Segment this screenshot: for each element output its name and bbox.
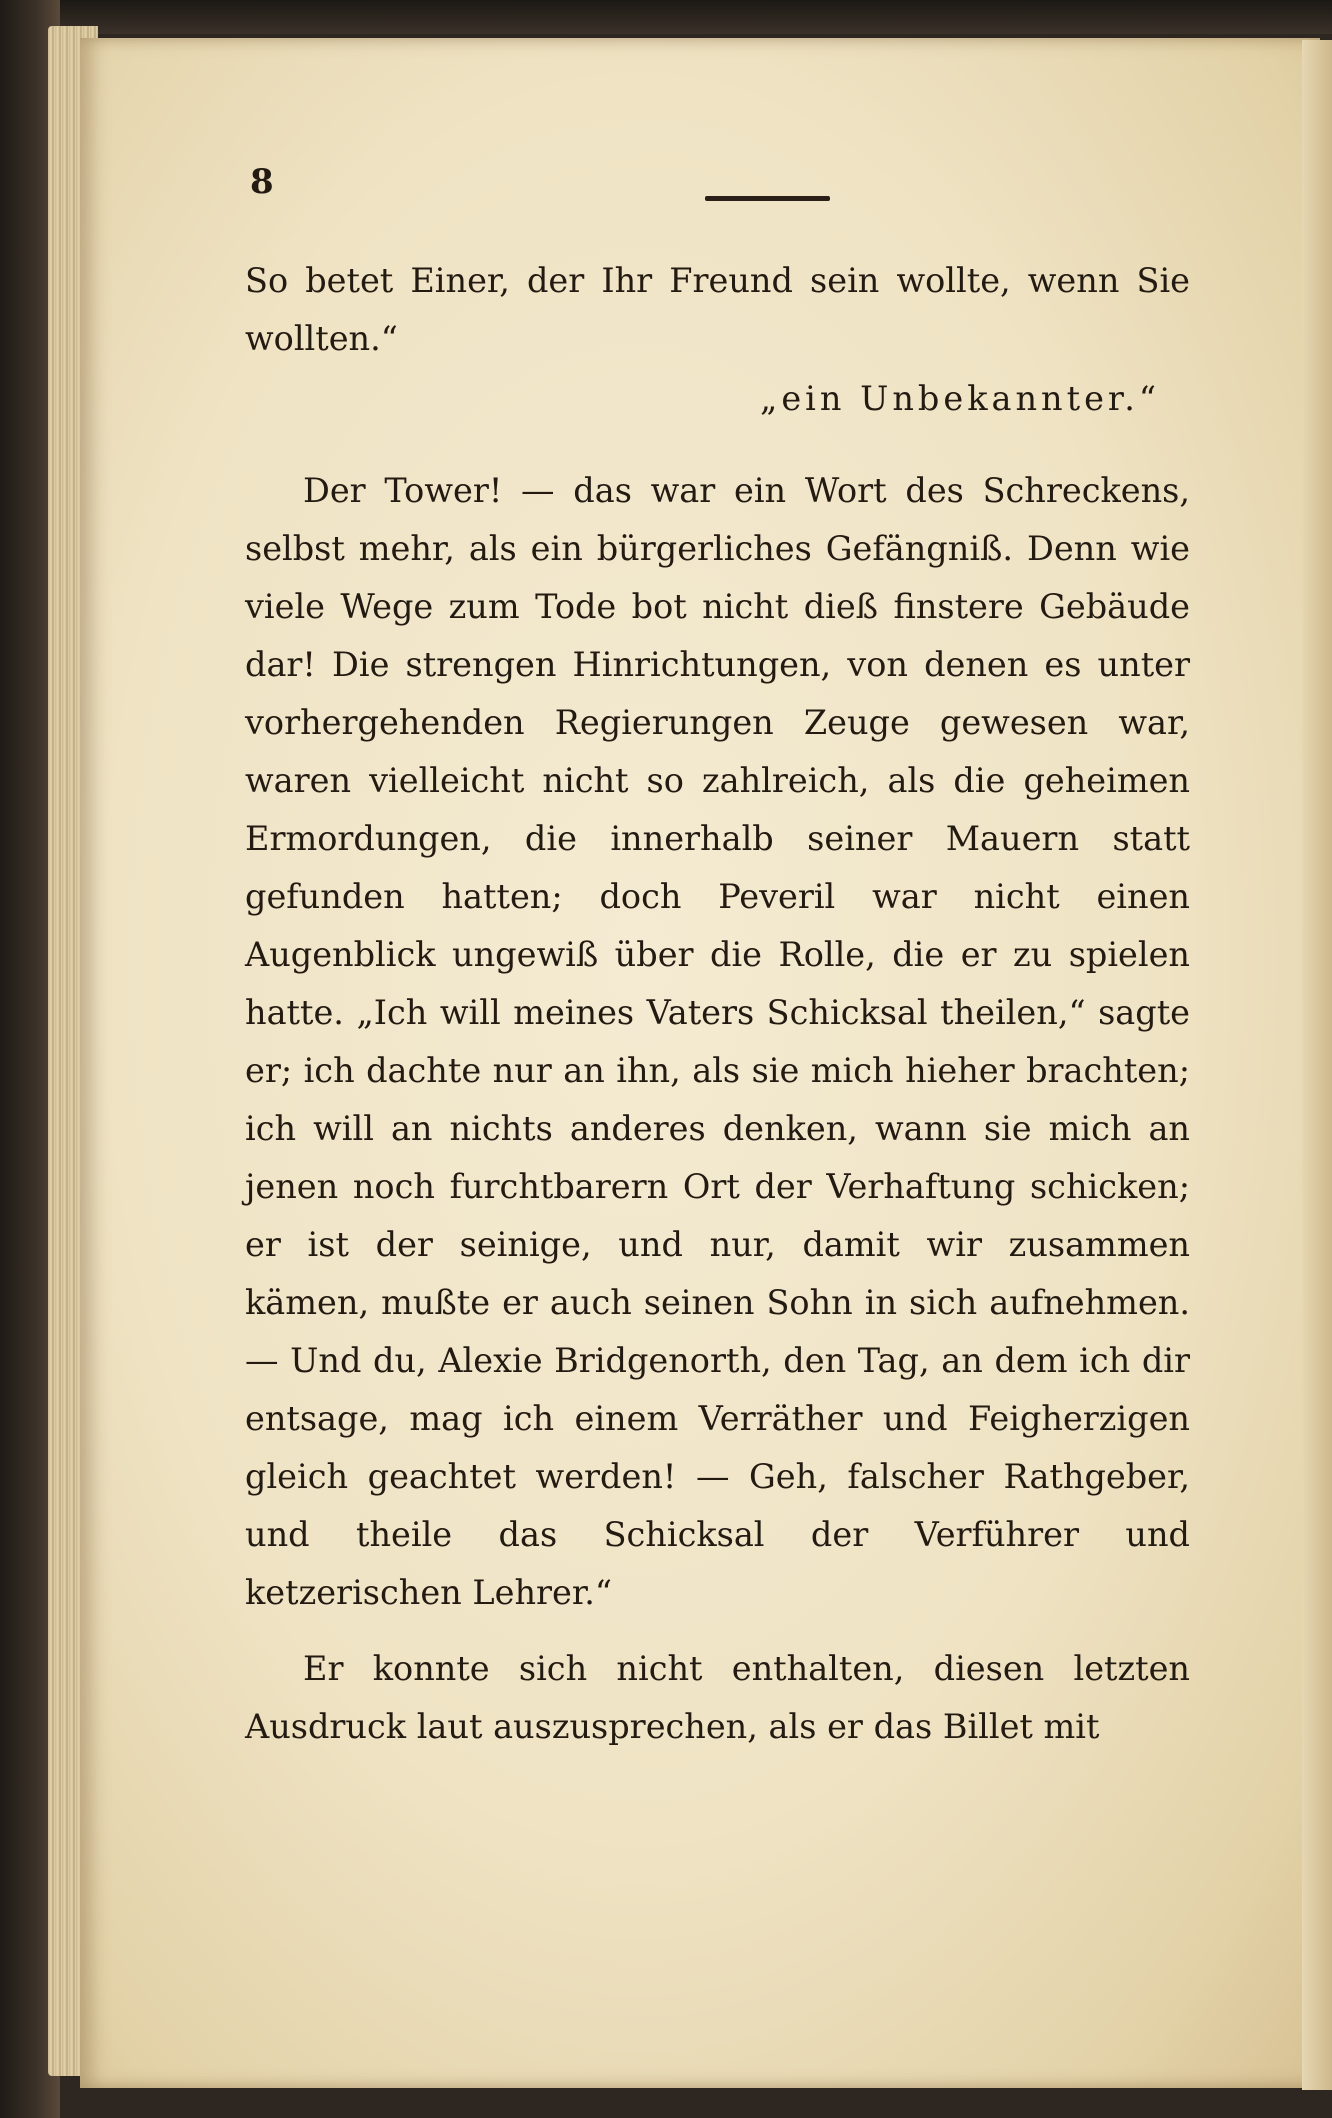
- paragraph-1: So betet Einer, der Ihr Freund sein wollte, wenn Sie wollten.“: [245, 261, 1190, 358]
- book-cover-top: [0, 0, 1332, 34]
- letter-signature: „ein Unbekannter.“: [760, 379, 1161, 418]
- page-number: 8: [250, 162, 274, 202]
- header-rule: [705, 196, 830, 201]
- facing-page-edge: [1302, 40, 1332, 2090]
- paragraph-3: Er konnte sich nicht enthalten, diesen letzten Ausdruck laut auszusprechen, als er das Billet mit: [245, 1649, 1190, 1746]
- paragraph-2: Der Tower! — das war ein Wort des Schreckens, selbst mehr, als ein bürgerliches Gefängniß. Denn wie viele Wege zum Tode bot nicht dieß finstere Gebäude dar! Die strengen Hinrichtungen, von denen es unter vorhergehenden Regierungen Zeuge gewesen war, waren vielleicht nicht so zahlreich, als die geheimen Ermordungen, die innerhalb seiner Mauern statt gefunden hatten; doch Peveril war nicht einen Augenblick ungewiß über die Rolle, die er zu spielen hatte. „Ich will meines Vaters Schicksal theilen,“ sagte er; ich dachte nur an ihn, als sie mich hieher brachten; ich will an nichts anderes denken, wann sie mich an jenen noch furchtbarern Ort der Verhaftung schicken; er ist der seinige, und nur, damit wir zusammen kämen, mußte er auch seinen Sohn in sich aufnehmen. — Und du, Alexie Bridgenorth, den Tag, an dem ich dir entsage, mag ich einem Verräther und Feigherzigen gleich geachtet werden! — Geh, falscher Rathgeber, und theile das Schicksal der Verführer und ketzerischen Lehrer.“: [245, 471, 1190, 1612]
